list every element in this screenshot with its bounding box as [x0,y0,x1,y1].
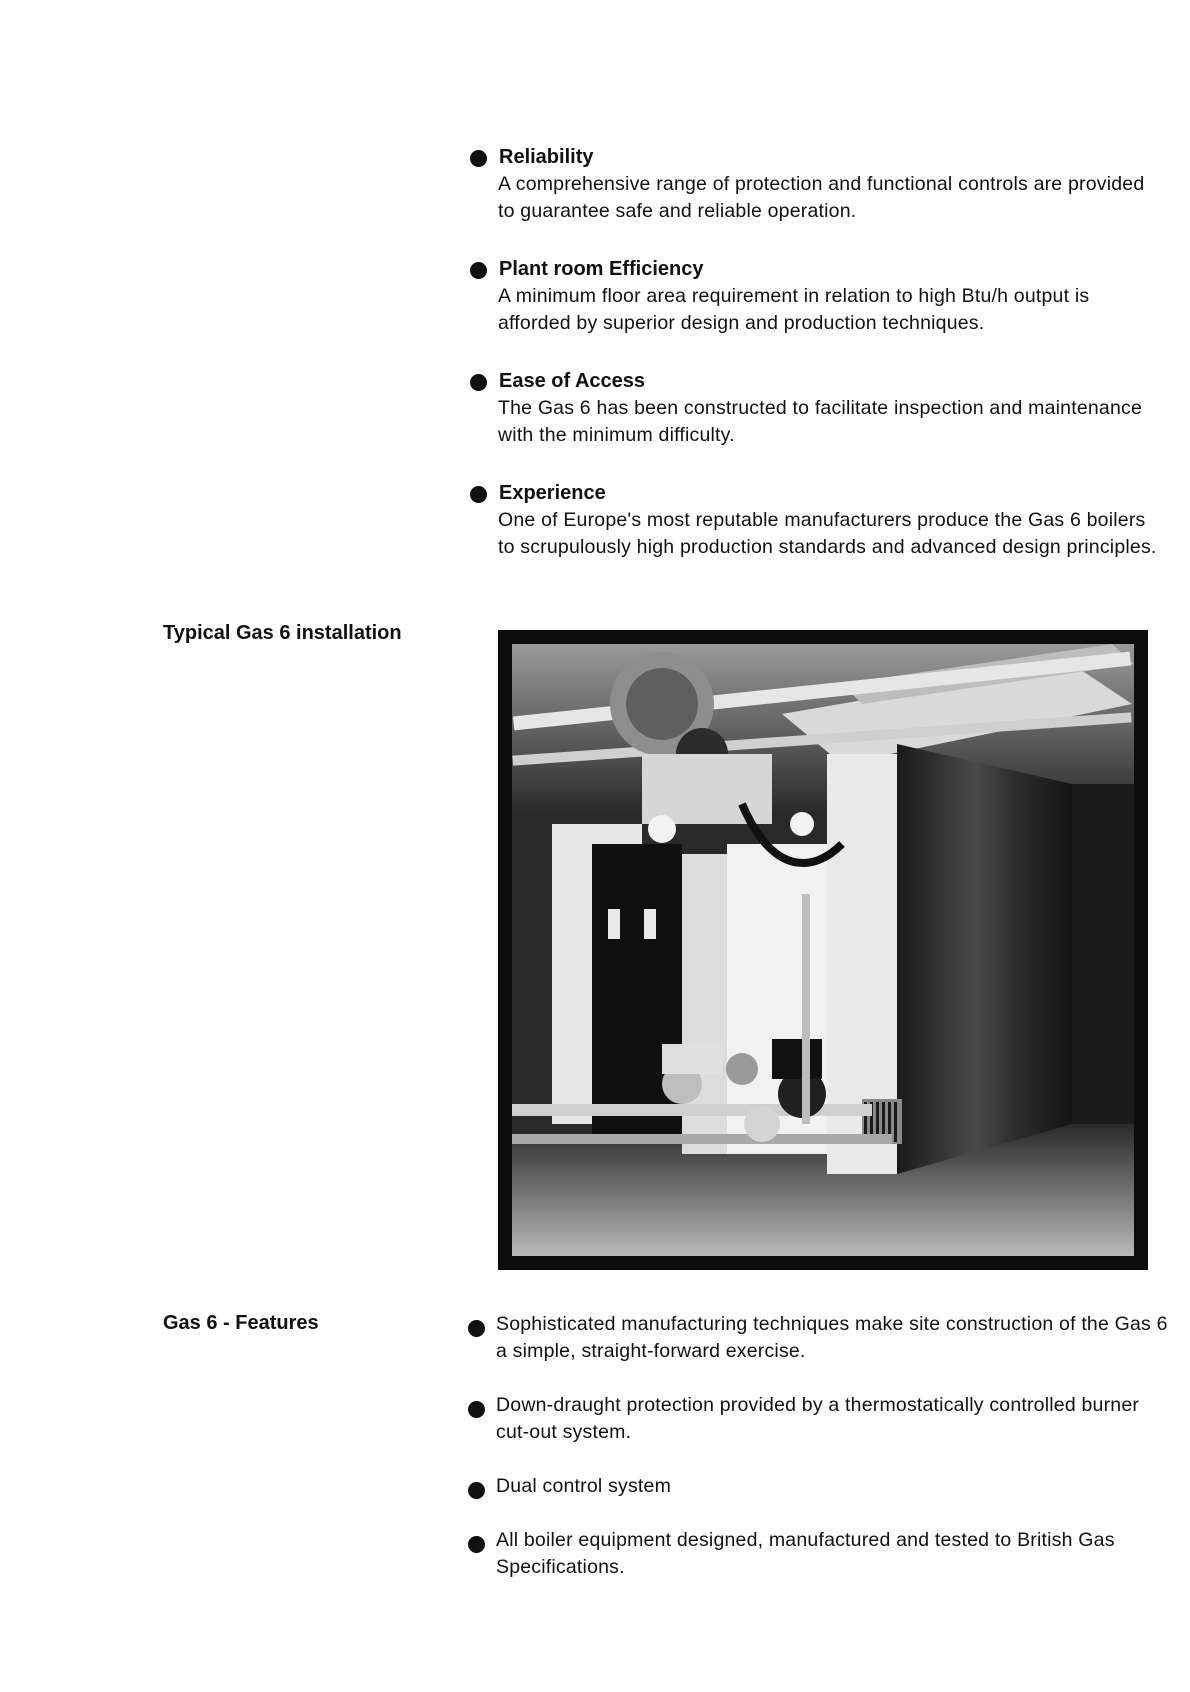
benefit-description: The Gas 6 has been constructed to facilitate inspection and maintenance with the minimum difficulty. [498,397,1143,446]
feature-text: Down-draught protection provided by a thermostatically controlled burner cut-out system. [496,1394,1140,1443]
feature-item [470,1527,1170,1581]
bullet-icon [468,1320,485,1337]
features-label: Gas 6 - Features [163,1312,319,1334]
feature-item [470,1392,1170,1446]
benefit-item-experience [472,480,1162,561]
boiler-installation-image [512,644,1134,1256]
benefits-list [472,144,1162,592]
bullet-icon [468,1482,485,1499]
benefit-item-ease-of-access [472,368,1162,449]
feature-item [470,1473,1170,1500]
benefit-title: Plant room Efficiency [499,258,704,280]
bullet-icon [470,374,487,391]
feature-item [470,1311,1170,1365]
feature-text: Dual control system [496,1475,672,1497]
benefit-item-plant-room-efficiency [472,256,1162,337]
bullet-icon [468,1536,485,1553]
bullet-icon [470,486,487,503]
benefit-description: A comprehensive range of protection and functional controls are provided to guarantee safe and reliable operation. [498,173,1145,222]
installation-label: Typical Gas 6 installation [163,622,402,644]
bullet-icon [470,150,487,167]
bullet-icon [468,1401,485,1418]
benefit-title: Ease of Access [499,370,646,392]
installation-photo [498,630,1148,1270]
feature-text: Sophisticated manufacturing techniques make site construction of the Gas 6 a simple, straight-forward exercise. [496,1313,1168,1362]
bullet-icon [470,262,487,279]
benefit-description: A minimum floor area requirement in relation to high Btu/h output is afforded by superior design and production techniques. [498,285,1090,334]
benefit-item-reliability [472,144,1162,225]
benefit-description: One of Europe's most reputable manufacturers produce the Gas 6 boilers to scrupulously high production standards and advanced design principles. [498,509,1157,558]
feature-text: All boiler equipment designed, manufactured and tested to British Gas Specifications. [496,1529,1115,1578]
features-list [470,1311,1170,1608]
benefit-title: Experience [499,482,606,504]
benefit-title: Reliability [499,146,594,168]
